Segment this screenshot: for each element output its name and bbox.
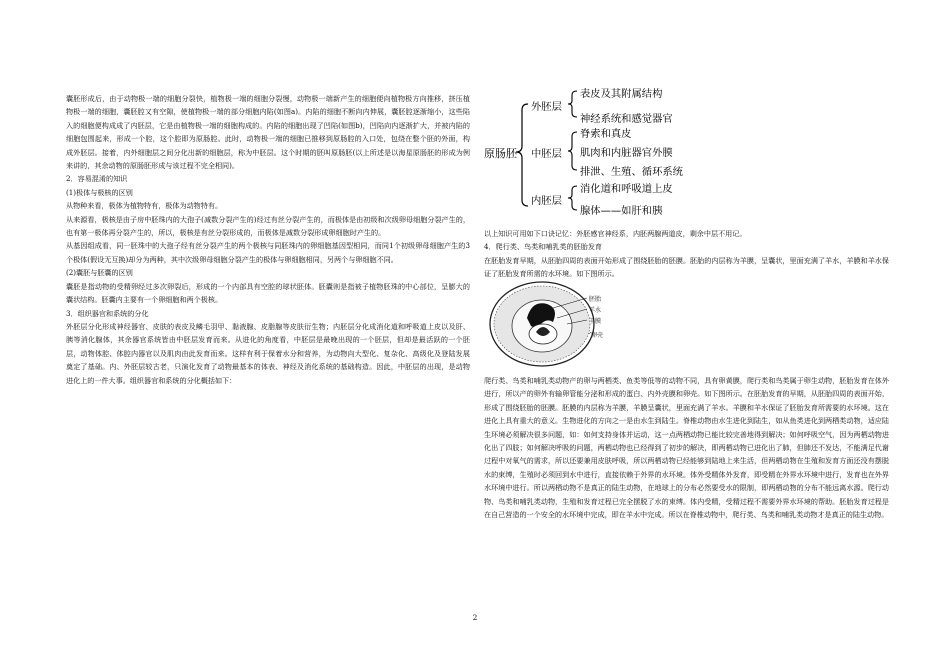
mesoderm-item: 排泄、生殖、循环系统 bbox=[580, 166, 683, 178]
paragraph: 囊胚形成后，由于动物极一端的细胞分裂快，植物极一端的细胞分裂慢，动物极一端新产生的细胞便向植物极方向推移，挤压植物极一端的细胞，囊胚腔又有空隙，使植物极一端的部分细胞内陷(如图a)。内陷的细胞不断向内伸展，囊胚腔逐渐缩小，这些陷入的细胞便构成成了内胚层，它是由植物极一端的细胞构成的。内陷的细胞出现了凹陷(如图b)，凹陷向内逐渐扩大，并被内陷的细胞包围起来，形成一个腔，这个腔即为原肠腔。此时，动物极一端的细胞已推移到原肠腔的入口处，包绕在整个胚的外面，构成外胚层。接着，内外细胞层之间分化出新的细胞层，称为中胚层。这个时期的胚叫原肠胚(以上所述是以海星原肠胚的形成为例来讲的，其余动物的原肠胚形成与该过程不完全相同)。 bbox=[66, 94, 470, 171]
mesoderm-item: 脊索和真皮 bbox=[580, 128, 632, 140]
tree-root-label: 原肠胚 bbox=[484, 147, 517, 160]
endoderm-label: 内胚层 bbox=[531, 195, 562, 207]
mesoderm-label: 中胚层 bbox=[531, 148, 562, 160]
amnion-label: 羊膜 bbox=[589, 318, 602, 325]
subheading: (2)囊胚与胚囊的区别 bbox=[66, 268, 133, 278]
eggshell-label: 卵壳 bbox=[591, 332, 604, 339]
section-heading: 3．组织器官和系统的分化 bbox=[66, 308, 149, 318]
paragraph: 从来源看，极核是由子房中胚珠内的大孢子(减数分裂产生的)经过有丝分裂产生的，而极体是由初级和次级卵母细胞分裂产生的，也有第一极体再分裂产生的，所以，极核是有丝分裂形成的，而极体是减数分裂形成卵细胞时产生的。 bbox=[66, 214, 470, 238]
mesoderm-item: 肌肉和内脏器官外膜 bbox=[580, 147, 673, 159]
paragraph: 爬行类、鸟类和哺乳类动物产的卵与两栖类、鱼类等低等的动物不同，具有卵黄膜，爬行类和鸟类属于卵生动物，胚胎发育在体外进行，所以产的卵外有输卵管能分泌和形成的蛋白、内外壳膜和卵壳。如下图所示。在胚胎发育的早期，从胚胎四周的表面开始，形成了围绕胚胎的胚膜。胚膜的内层称为羊膜，羊膜呈囊状，里面充满了羊水。羊膜和羊水保证了胚胎发育所需要的水环境。这在进化上具有重大的意义。生物进化的方向之一是由水生到陆生。脊椎动物由水生进化到陆生，如从鱼类进化到两栖类动物，适应陆生环境必须解决很多问题，如：如何支持身体并运动，这一点两栖动物已能比较完善地得到解决；如何呼吸空气，因为两栖动物进化出了四肢；如何解决呼吸的问题，两栖动物也已经得到了初步的解决，即两栖动物已进化出了肺，但肺还不发达，不能满足代谢过程中对氧气的需求，所以还要兼用皮肤呼吸，所以两栖动物已经能够到陆地上来生活，但两栖动物在生殖和发育方面还没有摆脱水的束缚，生殖时必须回到水中进行，直接依赖于外界的水环境。体外受精体外发育，即受精在外界水环境中进行，发育也在外界水环境中进行。所以两栖动物不是真正的陆生动物，在地球上的分布必然要受水的限制，即两栖动物的分布不能远离水源。爬行动物、鸟类和哺乳类动物，生殖和发育过程已完全摆脱了水的束缚。体内受精，受精过程不需要外界水环境的帮助。胚胎发育过程是在自己营造的一个安全的水环境中完成，即在羊水中完成。所以在脊椎动物中，爬行类、鸟类和哺乳类动物才是真正的陆生动物。 bbox=[484, 376, 889, 520]
amniotic-egg-figure bbox=[487, 278, 617, 370]
paragraph: 外胚层分化形成神经器官、皮肤的表皮及鳞毛羽甲、黏液腺、皮脂腺等皮肤衍生物；内胚层分化成消化道和呼吸道上皮以及肝、胰等消化腺体，其余器官系统皆由中胚层发育而来。从进化的角度看，中胚层是最晚出现的一个胚层，但却是最活跃的一个胚层，动物体腔、体腔内器官以及肌肉由此发育而来。这样有利于保着水分和营养，为动物向大型化、复杂化、高级化及登陆发展奠定了基础。内、外胚层较古老，只演化发育了动物最基本的体表、神经及消化系统的基础构造。因此，中胚层的出现，是动物进化上的一件大事。组织器官和系统的分化概括如下： bbox=[66, 321, 470, 385]
section-heading: 4．爬行类、鸟类和哺乳类的胚胎发育 bbox=[484, 242, 603, 252]
paragraph: 从基因组成看，同一胚珠中的大孢子经有丝分裂产生的两个极核与同胚珠内的卵细胞基因型相同，而同1个初级卵母细胞产生的3个极体(假设无互换)却分为两种，其中次级卵母细胞分裂产生的极体与卵细胞相同，另两个与卵细胞不同。 bbox=[66, 241, 470, 264]
right-text-top bbox=[484, 227, 889, 281]
endoderm-item: 腺体——如肝和胰 bbox=[580, 205, 663, 217]
right-text-bottom bbox=[484, 374, 889, 521]
left-text-column bbox=[66, 92, 470, 387]
embryo-label: 胚胎 bbox=[589, 296, 602, 303]
paragraph: 在胚胎发育早期，从胚胎四周的表面开始形成了围绕胚胎的胚膜。胚胎的内层称为羊膜，呈囊状，里面充满了羊水，羊膜和羊水保证了胚胎发育所需的水环境。如下图所示。 bbox=[484, 255, 889, 279]
ectoderm-item: 神经系统和感觉器官 bbox=[580, 113, 673, 125]
section-heading: 2．容易混淆的知识 bbox=[66, 174, 128, 184]
paragraph: 从物种来看，极体为植物特有，极体为动物特有。 bbox=[66, 201, 223, 211]
endoderm-item: 消化道和呼吸道上皮 bbox=[580, 183, 673, 195]
page-number: 2 bbox=[472, 613, 478, 622]
ectoderm-item: 表皮及其附属结构 bbox=[580, 88, 663, 100]
paragraph: 囊胚是指动物的受精卵经过多次卵裂后，形成的一个内部具有空腔的球状胚体。胚囊则是指被子植物胚珠的中心部位，呈膨大的囊状结构。胚囊内主要有一个卵细胞和两个极核。 bbox=[66, 281, 470, 305]
ectoderm-label: 外胚层 bbox=[531, 101, 562, 113]
subheading: (1)极体与极核的区别 bbox=[66, 187, 133, 197]
paragraph: 以上知识可用如下口诀记忆：外胚感官神经系，内胚两腺两道皮，剩余中层不用记。 bbox=[484, 229, 747, 238]
germ-layer-tree-diagram bbox=[484, 80, 704, 225]
amniotic-fluid-label: 羊水 bbox=[589, 307, 602, 314]
